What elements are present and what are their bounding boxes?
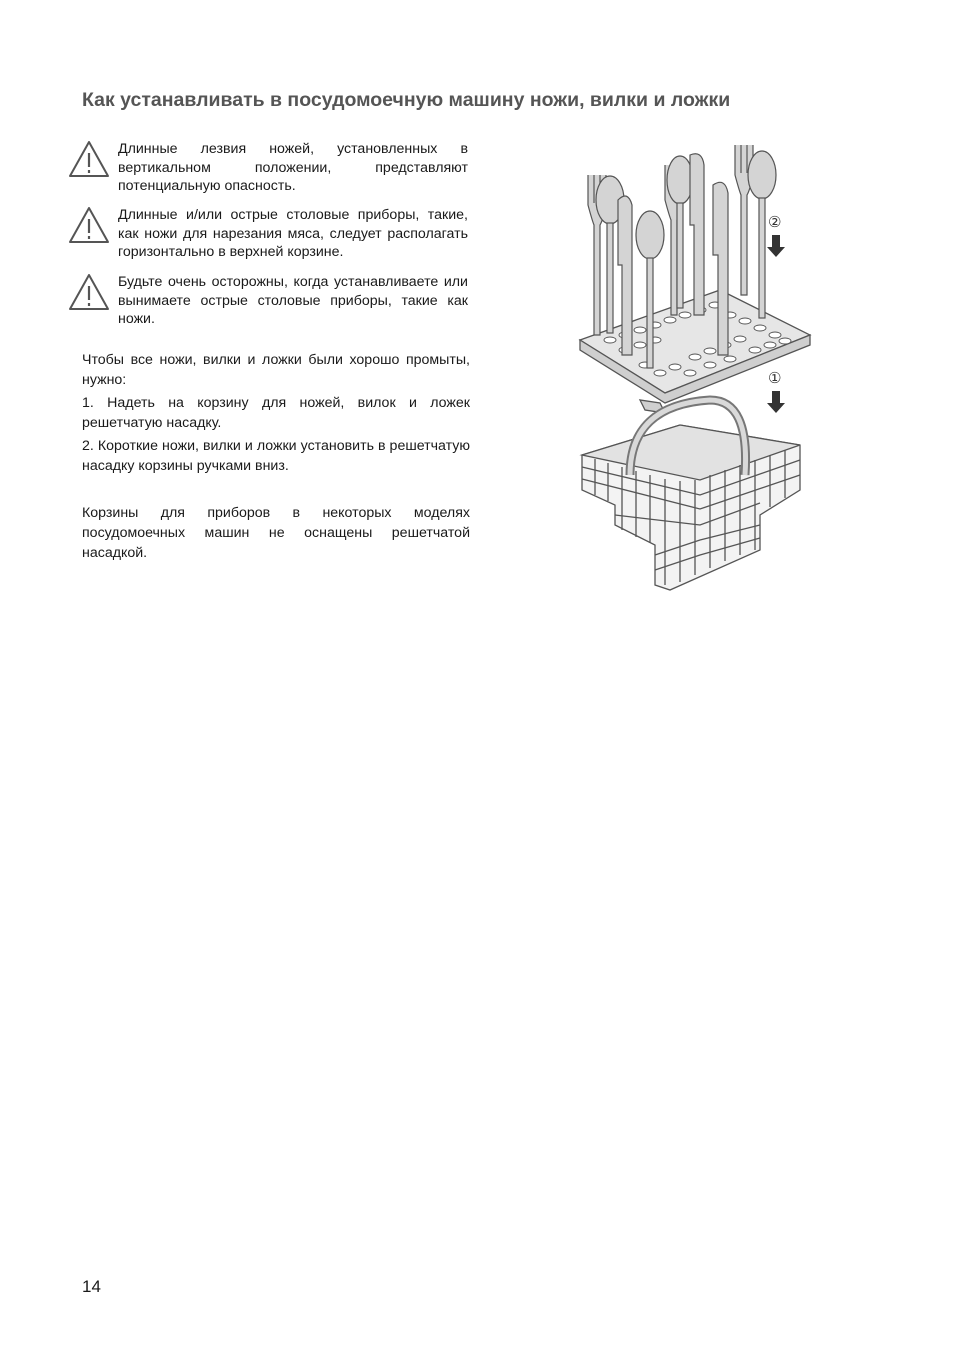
warning-item: [68, 206, 470, 266]
page-title: Как устанавливать в посудомоечную машину ножи, вилки и ложки: [82, 89, 731, 111]
warning-item: [68, 273, 470, 333]
warning-text: Длинные и/или острые столовые приборы, такие, как ножи для нарезания мяса, следует располагать горизонтально в верхней корзине.: [118, 207, 468, 260]
warning-item: [68, 140, 470, 200]
instructions-intro: Чтобы все ножи, вилки и ложки были хорошо промыты, нужно:: [82, 352, 470, 388]
instruction-step-2: 2. Короткие ножи, вилки и ложки установить в решетчатую насадку корзины ручками вниз.: [82, 438, 470, 474]
down-arrow-icon: [767, 235, 785, 257]
instruction-step-1: 1. Надеть на корзину для ножей, вилок и ложек решетчатую насадку.: [82, 395, 470, 431]
warning-triangle-icon: [68, 140, 110, 178]
step-marker-2: ②: [768, 213, 782, 231]
warning-triangle-icon: [68, 273, 110, 311]
warning-triangle-icon: [68, 206, 110, 244]
warning-text: Длинные лезвия ножей, установленных в вертикальном положении, представляют потенциальную опасность.: [118, 141, 468, 194]
down-arrow-icon: [767, 391, 785, 413]
page-number: 14: [82, 1277, 101, 1296]
cutlery-basket-illustration: [570, 145, 820, 595]
note-paragraph: Корзины для приборов в некоторых моделях посудомоечных машин не оснащены решетчатой насадкой.: [82, 505, 470, 561]
cutlery-basket: [582, 400, 800, 590]
step-marker-1: ①: [768, 369, 782, 387]
warning-text: Будьте очень осторожны, когда устанавливаете или вынимаете острые столовые приборы, такие как ножи.: [118, 274, 468, 327]
